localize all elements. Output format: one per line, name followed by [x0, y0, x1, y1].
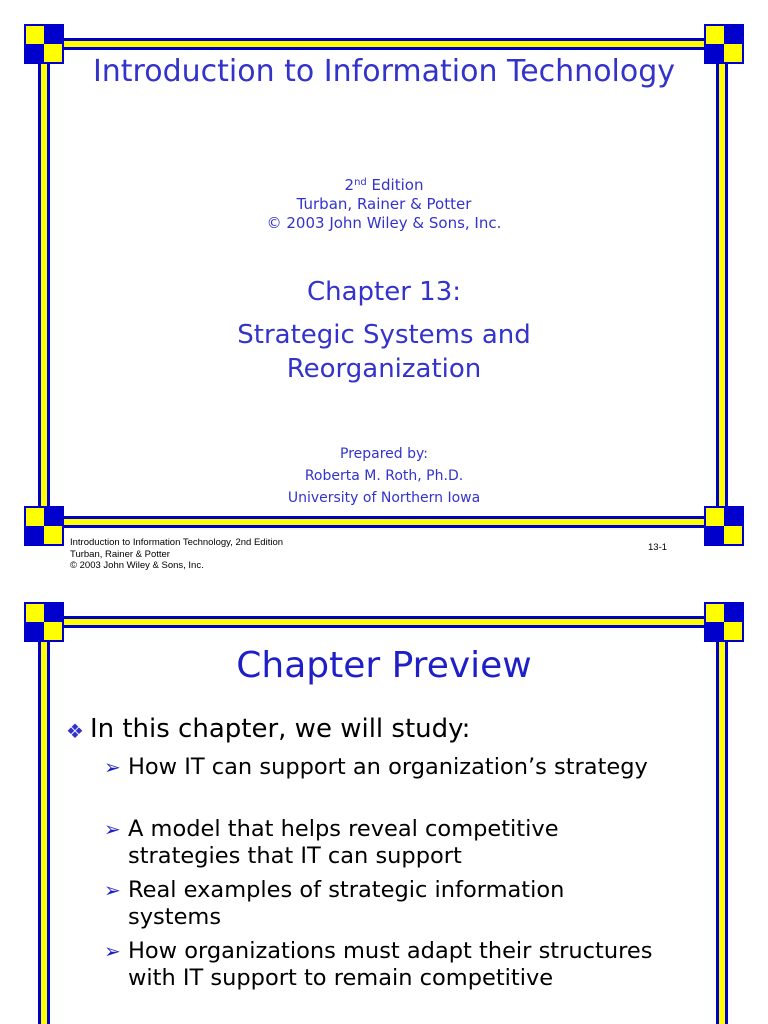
arrow-bullet-icon: ➢ — [104, 817, 121, 841]
arrow-bullet-icon: ➢ — [104, 878, 121, 902]
diamond-bullet-icon: ❖ — [66, 719, 84, 743]
list-item — [104, 938, 664, 992]
frame-bottom-bar — [40, 516, 728, 528]
main-bullet-text: In this chapter, we will study: — [89, 714, 471, 744]
corner-checker-icon — [24, 24, 64, 64]
frame-left-bar — [38, 40, 50, 526]
slide-2 — [0, 580, 768, 1024]
edition-line — [60, 173, 708, 195]
arrow-bullet-icon: ➢ — [104, 755, 121, 779]
frame-left-bar — [38, 618, 50, 1024]
list-item — [104, 754, 664, 781]
university: University of Northern Iowa — [287, 490, 481, 506]
frame-right-bar — [716, 618, 728, 1024]
footer-line-2: Turban, Rainer & Potter — [70, 548, 170, 560]
frame-top-bar — [40, 38, 728, 50]
list-item-text: How IT can support an organization’s strategy — [128, 754, 648, 780]
page-number: 13-1 — [648, 542, 668, 553]
slide-title: Chapter Preview — [236, 645, 532, 686]
prepared-by-label: Prepared by: — [340, 446, 428, 462]
corner-checker-icon — [704, 602, 744, 642]
preparer-name: Roberta M. Roth, Ph.D. — [304, 468, 464, 484]
footer-line-1: Introduction to Information Technology, 2nd Edition — [70, 537, 284, 548]
edition-number: 2 — [344, 176, 355, 194]
book-title: Introduction to Information Technology — [92, 54, 676, 89]
corner-checker-icon — [704, 506, 744, 546]
list-item-text: Real examples of strategic information systems — [128, 877, 565, 930]
list-item — [104, 816, 664, 870]
corner-checker-icon — [24, 602, 64, 642]
list-item-text: A model that helps reveal competitive strategies that IT can support — [128, 816, 559, 869]
edition-block — [60, 173, 708, 233]
corner-checker-icon — [24, 506, 64, 546]
preparer-block — [60, 443, 708, 509]
chapter-title: Strategic Systems and Reorganization — [237, 320, 531, 384]
list-item-text: How organizations must adapt their structures with IT support to remain competitive — [128, 938, 653, 991]
authors: Turban, Rainer & Potter — [296, 195, 472, 213]
frame-right-bar — [716, 40, 728, 526]
list-item — [104, 877, 664, 931]
slide-footer — [70, 537, 283, 572]
footer-line-3: © 2003 John Wiley & Sons, Inc. — [70, 560, 204, 571]
copyright: © 2003 John Wiley & Sons, Inc. — [266, 214, 502, 232]
edition-suffix: nd — [354, 177, 367, 188]
corner-checker-icon — [704, 24, 744, 64]
frame-top-bar — [40, 616, 728, 628]
main-bullet — [66, 713, 470, 747]
edition-word: Edition — [366, 176, 424, 194]
chapter-number: Chapter 13: — [306, 277, 462, 307]
arrow-bullet-icon: ➢ — [104, 939, 121, 963]
